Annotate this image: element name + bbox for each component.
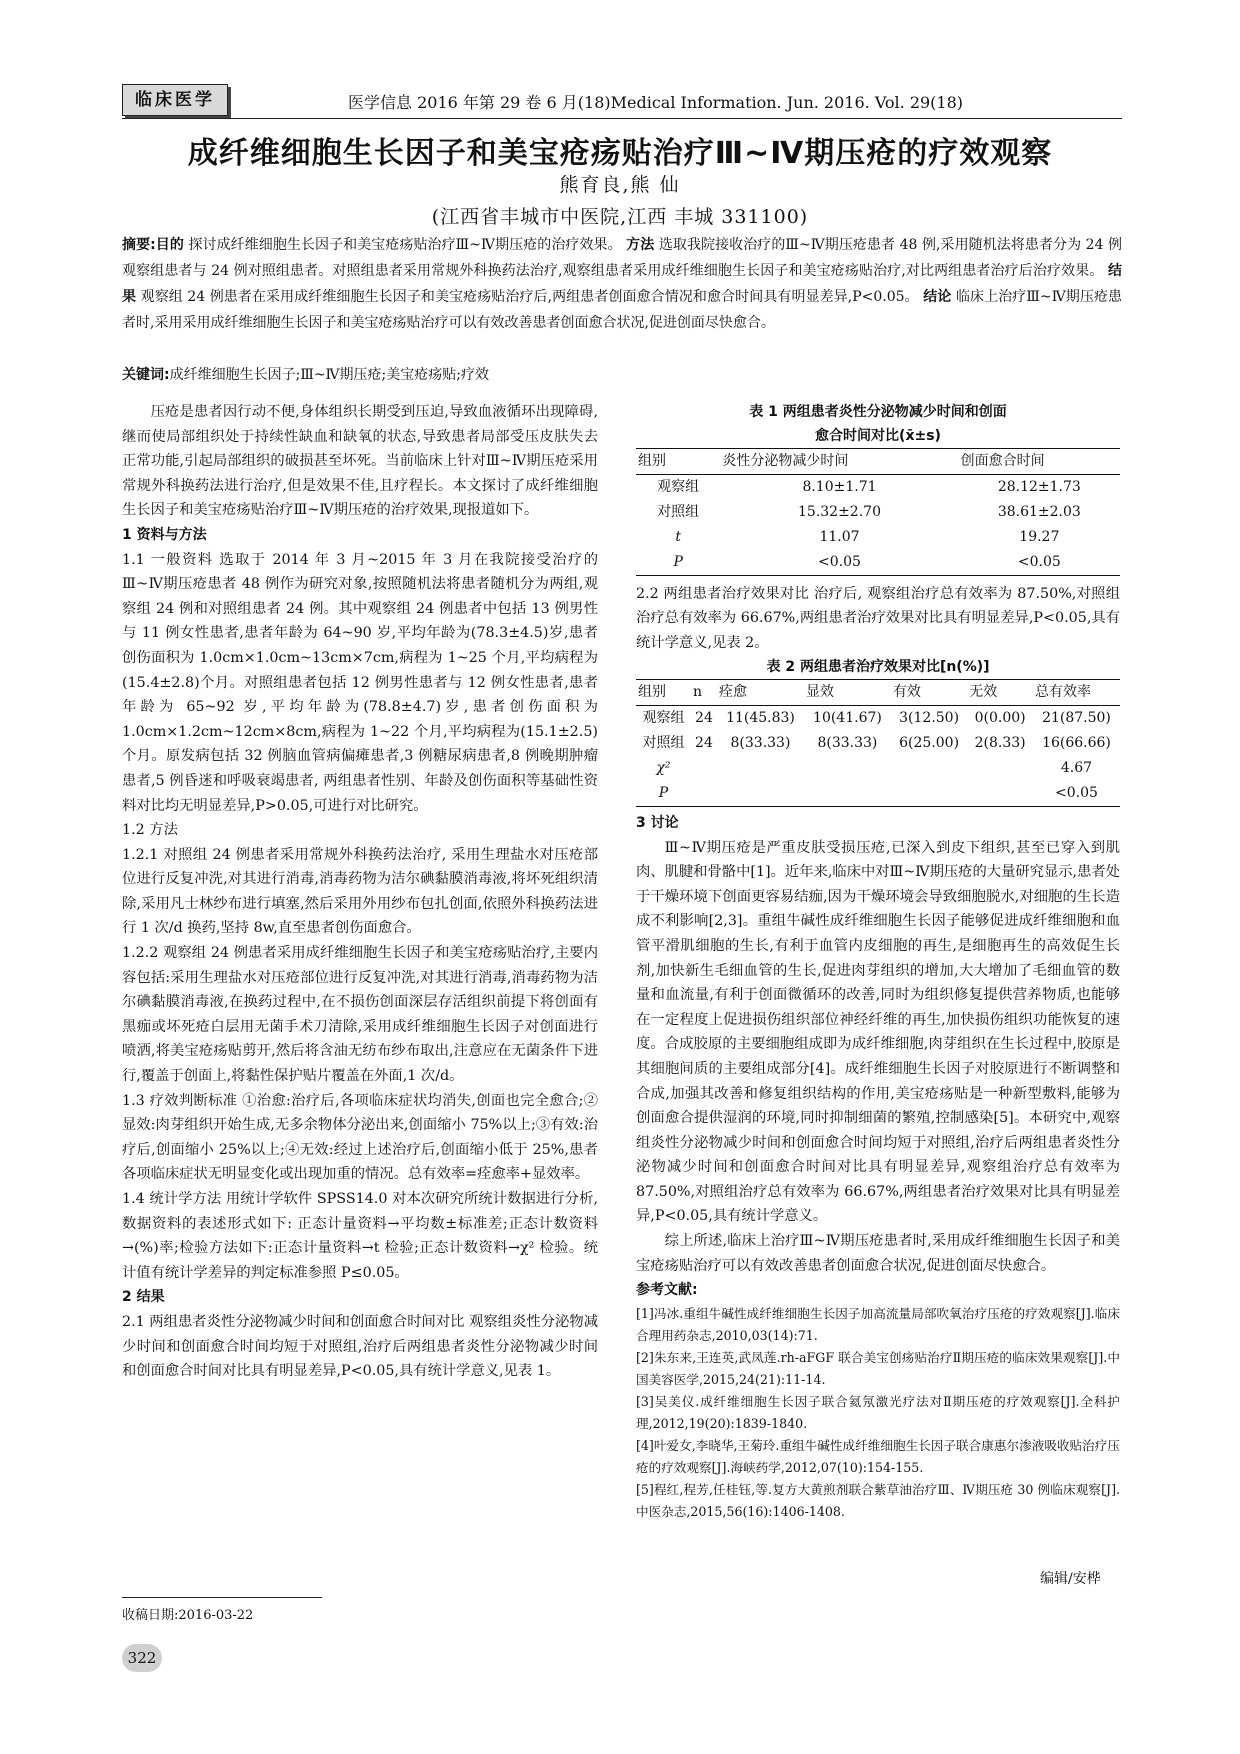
- table2-p-value: <0.05: [1055, 785, 1098, 802]
- reference-item: [2]朱东来,王连英,武凤莲.rh-aFGF 联合美宝创疡贴治疗Ⅱ期压疮的临床效果观察[J].中国美容医学,2015,24(21):11-14.: [636, 1349, 1120, 1387]
- table2-header: 组别: [636, 680, 691, 706]
- table2-cell: 8(33.33): [817, 735, 878, 752]
- objective-text: 探讨成纤维细胞生长因子和美宝疮疡贴治疗Ⅲ~Ⅳ期压疮的治疗效果。: [188, 237, 622, 253]
- table2-p-label: P: [658, 785, 669, 802]
- conclusion-text: 临床上治疗Ⅲ~Ⅳ期压疮患者时,采用采用成纤维细胞生长因子和美宝疮疡贴治疗可以有效改善患者创面愈合状况,促进创面尽快愈合。: [122, 289, 1123, 331]
- heading-results: 2 结果: [122, 1289, 165, 1306]
- reference-item: [4]叶爱女,李晓华,王菊玲.重组牛碱性成纤维细胞生长因子联合康惠尔渗液吸收贴治疗压疮的疗效观察[J].海峡药学,2012,07(10):154-155.: [636, 1437, 1120, 1475]
- table1-caption-line2: 愈合时间对比(x̄±s): [815, 428, 941, 444]
- table2-cell: 11(45.83): [726, 710, 795, 727]
- reference-item: [1]冯冰.重组牛碱性成纤维细胞生长因子加高流量局部吹氧治疗压疮的疗效观察[J].临床合理用药杂志,2010,03(14):71.: [636, 1305, 1120, 1343]
- section-tag: 临床医学: [122, 84, 228, 116]
- table2-cell: 观察组: [642, 710, 685, 727]
- table2-header: 有效: [891, 680, 967, 706]
- table1-cell: <0.05: [1017, 553, 1061, 570]
- table-row: [636, 756, 1120, 781]
- table1-caption-line1: 表 1 两组患者炎性分泌物减少时间和创面: [749, 404, 1007, 420]
- table2-caption: 表 2 两组患者治疗效果对比[n(%)]: [766, 659, 990, 676]
- discussion-paragraph-1: Ⅲ~Ⅳ期压疮是严重皮肤受损压疮,已深入到皮下组织,甚至已穿入到肌肉、肌腱和骨骼中[1]。近年来,临床中对Ⅲ~Ⅳ期压疮的大量研究显示,患者处于干燥环境下创面更容易结痂,因为干燥环境会导致细胞脱水,对细胞的生长造成不利影响[2,3]。重组牛碱性成纤维细胞生长因子能够促进成纤维细胞和血管平滑肌细胞的生长,有利于血管内皮细胞的再生,是细胞再生的高效促生长剂,加快新生毛细血管的生长,促进肉芽组织的增加,大大增加了毛细血管的数量和血流量,有利于创面微循环的改善,同时为组织修复提供营养物质,也能够在一定程度上促进损伤组织部位神经纤维的再生,加快损伤组织功能恢复的速度。合成胶原的主要细胞组成即为成纤维细胞,肉芽组织在生长过程中,胶原是其细胞间质的主要组成部分[4]。成纤维细胞生长因子对胶原进行不断调整和合成,加强其改善和修复组织结构的作用,美宝疮疡贴是一种新型敷料,能够为创面愈合提供湿润的环境,同时抑制细菌的繁殖,控制感染[5]。本研究中,观察组炎性分泌物减少时间和创面愈合时间均短于对照组,治疗后两组患者炎性分泌物减少时间和创面愈合时间对比具有明显差异,观察组治疗总有效率为 87.50%,对照组治疗总有效率为 66.67%,两组患者治疗效果对比具有明显差异,P<0.05,具有统计学意义。: [636, 839, 1120, 1225]
- table2-chi-value: 4.67: [1060, 760, 1093, 777]
- abstract: [122, 232, 1122, 336]
- right-column: [636, 400, 1120, 1523]
- table-1: [636, 448, 1120, 576]
- references-list: [636, 1303, 1120, 1523]
- table2-cell: 10(41.67): [813, 710, 882, 727]
- intro-paragraph: 压疮是患者因行动不便,身体组织长期受到压迫,导致血液循环出现障碍,继而使局部组织处于持续性缺血和缺氧的状态,导致患者局部受压皮肤失去正常功能,引起局部组织的破损甚至坏死。当前临床上针对Ⅲ~Ⅳ期压疮采用常规外科换药法进行治疗,但是效果不佳,且疗程长。本文探讨了成纤维细胞生长因子和美宝疮疡贴治疗Ⅲ~Ⅳ期压疮的治疗效果,现报道如下。: [122, 404, 598, 519]
- table1-cell: 28.12±1.73: [997, 478, 1081, 495]
- keywords-text: 成纤维细胞生长因子;Ⅲ~Ⅳ期压疮;美宝疮疡贴;疗效: [169, 367, 489, 383]
- paragraph-2-1: 2.1 两组患者炎性分泌物减少时间和创面愈合时间对比 观察组炎性分泌物减少时间和创面愈合时间均短于对照组,治疗后两组患者炎性分泌物减少时间和创面愈合时间对比具有明显差异,P<0.05,具有统计学意义,见表 1。: [122, 1313, 598, 1380]
- discussion-paragraph-2: 综上所述,临床上治疗Ⅲ~Ⅳ期压疮患者时,采用成纤维细胞生长因子和美宝疮疡贴治疗可以有效改善患者创面愈合状况,促进创面尽快愈合。: [636, 1233, 1120, 1274]
- table2-cell: 21(87.50): [1042, 710, 1111, 727]
- table-row: [636, 781, 1120, 807]
- table2-header: 显效: [804, 680, 891, 706]
- table-2: [636, 679, 1120, 807]
- keywords: [122, 362, 1122, 388]
- table1-header: 炎性分泌物减少时间: [720, 449, 958, 475]
- table2-cell: 24: [695, 710, 713, 727]
- table2-cell: 24: [695, 735, 713, 752]
- table-row: [636, 525, 1120, 550]
- header-rule: [122, 118, 1122, 119]
- table2-cell: 16(66.66): [1042, 735, 1111, 752]
- heading-1-2: 1.2 方法: [122, 822, 178, 839]
- heading-methods: 1 资料与方法: [122, 526, 207, 543]
- table1-cell: 19.27: [1019, 528, 1060, 545]
- table-row: [636, 500, 1120, 525]
- table-row: [636, 705, 1120, 731]
- table1-cell: 观察组: [657, 478, 700, 495]
- table1-header: 创面愈合时间: [959, 449, 1120, 475]
- paragraph-1-4: 1.4 统计学方法 用统计学软件 SPSS14.0 对本次研究所统计数据进行分析, 数据资料的表述形式如下: 正态计量资料→平均数±标准差;正态计数资料→(%)率;检验方法如下:正态计量资料→t 检验;正态计数资料→χ² 检验。统计值有统计学差异的判定标准参照 P≤0.05。: [122, 1191, 598, 1281]
- left-column: [122, 400, 598, 1384]
- table2-cell: 3(12.50): [899, 710, 960, 727]
- table1-cell: 8.10±1.71: [802, 478, 877, 495]
- table1-cell: 对照组: [657, 503, 700, 520]
- table1-cell: P: [673, 553, 683, 570]
- table2-header: 总有效率: [1033, 680, 1120, 706]
- table2-cell: 2(8.33): [974, 735, 1026, 752]
- table2-cell: 8(33.33): [730, 735, 791, 752]
- table2-header-row: [636, 680, 1120, 706]
- methods-label: 方法: [626, 237, 655, 253]
- reference-item: [3]吴美仪.成纤维细胞生长因子联合氦氖激光疗法对Ⅱ期压疮的疗效观察[J].全科护理,2012,19(20):1839-1840.: [636, 1393, 1120, 1431]
- results-text: 观察组 24 例患者在采用成纤维细胞生长因子和美宝疮疡贴治疗后,两组患者创面愈合情况和愈合时间具有明显差异,P<0.05。: [140, 289, 919, 305]
- table2-cell: 0(0.00): [974, 710, 1026, 727]
- table1-header-row: [636, 449, 1120, 475]
- table1-header: 组别: [636, 449, 720, 475]
- article-affiliation: (江西省丰城市中医院,江西 丰城 331100): [431, 206, 809, 228]
- table2-header: 痊愈: [717, 680, 804, 706]
- table-row: [636, 550, 1120, 576]
- table1-cell: 11.07: [819, 528, 860, 545]
- table1-cell: <0.05: [818, 553, 861, 570]
- table-row: [636, 474, 1120, 500]
- conclusion-label: 结论: [923, 289, 952, 305]
- objective-label: 目的: [155, 237, 184, 253]
- table1-cell: 15.32±2.70: [798, 503, 881, 520]
- article-title: 成纤维细胞生长因子和美宝疮疡贴治疗Ⅲ~Ⅳ期压疮的疗效观察: [187, 136, 1053, 171]
- table2-cell: 6(25.00): [899, 735, 960, 752]
- heading-discussion: 3 讨论: [636, 814, 679, 831]
- running-title: 医学信息 2016 年第 29 卷 6 月(18)Medical Information. Jun. 2016. Vol. 29(18): [348, 93, 964, 112]
- paragraph-1-2-2: 1.2.2 观察组 24 例患者采用成纤维细胞生长因子和美宝疮疡贴治疗,主要内容包括:采用生理盐水对压疮部位进行反复冲洗,对其进行消毒,消毒药物为洁尔碘黏膜消毒液,在换药过程中,在不损伤创面深层存活组织前提下将创面有黑痂或坏死疮白层用无菌手术刀清除,采用成纤维细胞生长因子对创面进行喷洒,将美宝疮疡贴剪开,然后将含油无纺布纱布取出,注意应在无菌条件下进行,覆盖于创面上,将黏性保护贴片覆盖在外面,1 次/d。: [122, 945, 598, 1085]
- footnote-rule: [122, 1597, 322, 1598]
- table-row: [636, 731, 1120, 756]
- abstract-label: 摘要:: [122, 237, 156, 253]
- paragraph-1-1: 1.1 一般资料 选取于 2014 年 3 月~2015 年 3 月在我院接受治疗的Ⅲ~Ⅳ期压疮患者 48 例作为研究对象,按照随机法将患者随机分为两组,观察组 24 例和对照组患者 24 例。其中观察组 24 例患者中包括 13 例男性与 11 例女性患者,患者年龄为 64~90 岁,平均年龄为(78.3±4.5)岁,患者创伤面积为 1.0cm×1.0cm~13cm×7cm,病程为 1~25 个月,平均病程为(15.4±2.8)个月。对照组患者包括 12 例男性患者与 12 例女性患者,患者年龄为 65~92 岁,平均年龄为(78.8±4.7)岁,患者创伤面积为 1.0cm×1.2cm~12cm×8cm,病程为 1~22 个月,平均病程为(15.1±2.5)个月。原发病包括 32 例脑血管病偏瘫患者,3 例糖尿病患者,8 例晚期肿瘤患者,5 例昏迷和呼吸衰竭患者, 两组患者性别、年龄及创伤面积等基础性资料对比均无明显差异,P>0.05,可进行对比研究。: [122, 551, 598, 814]
- keywords-label: 关键词:: [122, 367, 170, 383]
- page-number: 322: [122, 1644, 162, 1672]
- table2-cell: 对照组: [642, 735, 685, 752]
- results-label: 结果: [122, 263, 1122, 305]
- received-date: 收稿日期:2016-03-22: [122, 1608, 254, 1623]
- paragraph-1-2-1: 1.2.1 对照组 24 例患者采用常规外科换药法治疗, 采用生理盐水对压疮部位进行反复冲洗,对其进行消毒,消毒药物为洁尔碘黏膜消毒液,将坏死组织清除,采用凡士林纱布进行填塞,然后采用外用纱布包扎创面,依照外科换药法进行 1 次/d 换药,坚持 8w,直至患者创伤面愈合。: [122, 846, 598, 937]
- article-authors: 熊育良,熊 仙: [559, 174, 681, 196]
- references-title: 参考文献:: [636, 1282, 698, 1299]
- reference-item: [5]程红,程芳,任桂钰,等.复方大黄煎剂联合紫草油治疗Ⅲ、Ⅳ期压疮 30 例临床观察[J].中医杂志,2015,56(16):1406-1408.: [636, 1481, 1120, 1519]
- table2-header: 无效: [967, 680, 1033, 706]
- methods-text: 选取我院接收治疗的Ⅲ~Ⅳ期压疮患者 48 例,采用随机法将患者分为 24 例观察组患者与 24 例对照组患者。对照组患者采用常规外科换药法治疗,观察组患者采用成纤维细胞生长因子和美宝疮疡贴治疗,对比两组患者治疗后治疗效果。: [122, 237, 1123, 279]
- table1-cell: t: [675, 528, 681, 545]
- table1-cell: 38.61±2.03: [997, 503, 1081, 520]
- paragraph-2-2: 2.2 两组患者治疗效果对比 治疗后, 观察组治疗总有效率为 87.50%,对照组治疗总有效率为 66.67%,两组患者治疗效果对比具有明显差异,P<0.05,具有统计学意义,见表 2。: [636, 585, 1120, 651]
- table2-chi-label: χ²: [656, 760, 671, 777]
- table2-header: n: [691, 680, 717, 706]
- paragraph-1-3: 1.3 疗效判断标准 ①治愈:治疗后,各项临床症状均消失,创面也完全愈合;②显效:肉芽组织开始生成,无多余物体分泌出来,创面缩小 75%以上;③有效:治疗后,创面缩小 25%以上;④无效:经过上述治疗后,创面缩小低于 25%,患者各项临床症状无明显变化或出现加重的情况。总有效率=痊愈率+显效率。: [122, 1092, 598, 1183]
- editor-note: 编辑/安桦: [1040, 1571, 1101, 1587]
